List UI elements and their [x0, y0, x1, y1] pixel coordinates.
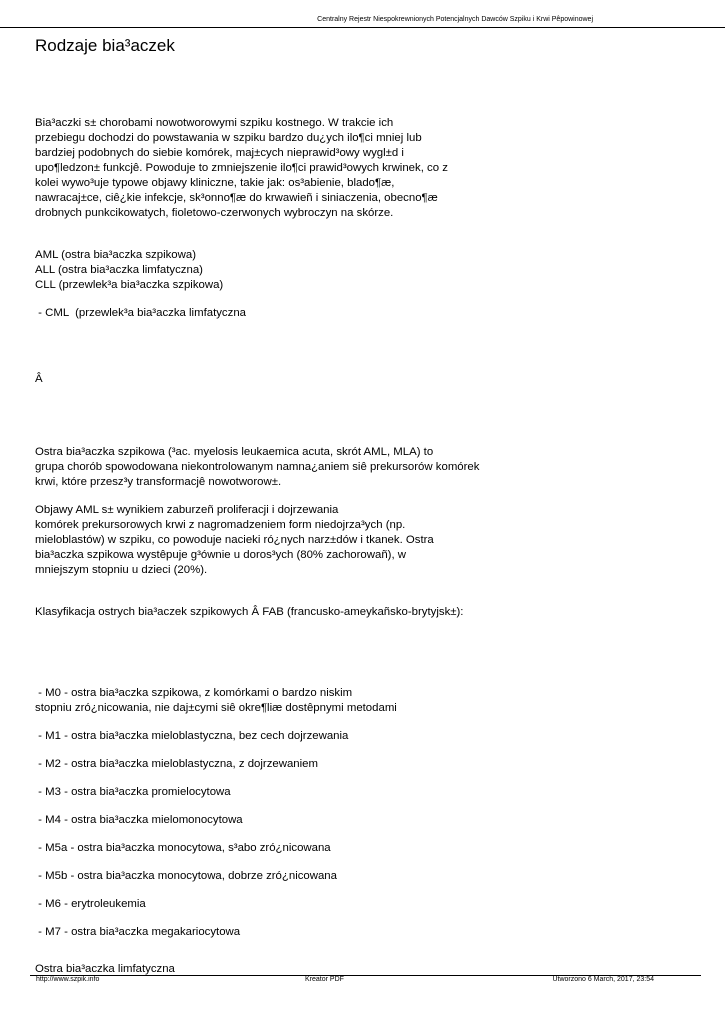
intro-line: kolei wywo³uje typowe objawy kliniczne, takie jak: os³abienie, blado¶æ,	[35, 177, 395, 189]
subtype-m6: - M6 - erytroleukemia	[35, 898, 146, 910]
type-item-cll: CLL (przewlek³a bia³aczka szpikowa)	[35, 279, 224, 291]
aml-definition-line: grupa chorób spowodowana niekontrolowanym namna¿aniem siê prekursorów komórek	[35, 461, 480, 473]
intro-line: bardziej podobnych do siebie komórek, maj±cych nieprawid³owy wygl±d i	[35, 147, 404, 159]
type-item-aml: AML (ostra bia³aczka szpikowa)	[35, 249, 196, 261]
subtype-m3: - M3 - ostra bia³aczka promielocytowa	[35, 786, 231, 798]
footer-generator: Kreator PDF	[305, 976, 344, 983]
next-section-heading: Ostra bia³aczka limfatyczna	[35, 963, 175, 975]
running-header: Centralny Rejestr Niespokrewnionych Potencjalnych Dawców Szpiku i Krwi Pêpowinowej	[317, 16, 593, 23]
classification-heading: Klasyfikacja ostrych bia³aczek szpikowych Â FAB (francusko-ameykañsko-brytyjsk±):	[35, 606, 464, 618]
aml-definition-line: Ostra bia³aczka szpikowa (³ac. myelosis leukaemica acuta, skrót AML, MLA) to	[35, 446, 434, 458]
type-item-all: ALL (ostra bia³aczka limfatyczna)	[35, 264, 203, 276]
intro-line: drobnych punkcikowatych, fioletowo-czerwonych wybroczyn na skórze.	[35, 207, 394, 219]
header-divider	[0, 27, 725, 28]
subtype-m0-cont: stopniu zró¿nicowania, nie daj±cymi siê okre¶liæ dostêpnymi metodami	[35, 702, 397, 714]
aml-symptoms-line: bia³aczka szpikowa wystêpuje g³ównie u doros³ych (80% zachorowañ), w	[35, 549, 406, 561]
subtype-m2: - M2 - ostra bia³aczka mieloblastyczna, z dojrzewaniem	[35, 758, 318, 770]
aml-symptoms-line: mniejszym stopniu u dzieci (20%).	[35, 564, 208, 576]
subtype-m7: - M7 - ostra bia³aczka megakariocytowa	[35, 926, 241, 938]
stray-character: Â	[35, 373, 43, 385]
intro-line: Bia³aczki s± chorobami nowotworowymi szpiku kostnego. W trakcie ich	[35, 117, 394, 129]
aml-symptoms-line: komórek prekursorowych krwi z nagromadzeniem form niedojrza³ych (np.	[35, 519, 406, 531]
subtype-m4: - M4 - ostra bia³aczka mielomonocytowa	[35, 814, 243, 826]
page-title: Rodzaje bia³aczek	[35, 36, 175, 55]
intro-line: nawracaj±ce, ciê¿kie infekcje, sk³onno¶æ do krwawieñ i siniaczenia, obecno¶æ	[35, 192, 438, 204]
subtype-m0: - M0 - ostra bia³aczka szpikowa, z komórkami o bardzo niskim	[35, 687, 353, 699]
type-item-cml: - CML (przewlek³a bia³aczka limfatyczna	[35, 307, 246, 319]
aml-definition-line: krwi, które przesz³y transformacjê nowotworow±.	[35, 476, 282, 488]
footer-url-link[interactable]: http://www.szpik.info	[36, 976, 100, 983]
subtype-m5a: - M5a - ostra bia³aczka monocytowa, s³abo zró¿nicowana	[35, 842, 331, 854]
intro-line: upo¶ledzon± funkcjê. Powoduje to zmniejszenie ilo¶ci prawid³owych krwinek, co z	[35, 162, 448, 174]
subtype-m1: - M1 - ostra bia³aczka mieloblastyczna, bez cech dojrzewania	[35, 730, 349, 742]
intro-line: przebiegu dochodzi do powstawania w szpiku bardzo du¿ych ilo¶ci mniej lub	[35, 132, 422, 144]
footer-timestamp: Utworzono 6 March, 2017, 23:54	[552, 976, 654, 983]
aml-symptoms-line: mieloblastów) w szpiku, co powoduje nacieki ró¿nych narz±dów i tkanek. Ostra	[35, 534, 434, 546]
subtype-m5b: - M5b - ostra bia³aczka monocytowa, dobrze zró¿nicowana	[35, 870, 337, 882]
aml-symptoms-line: Objawy AML s± wynikiem zaburzeñ proliferacji i dojrzewania	[35, 504, 339, 516]
